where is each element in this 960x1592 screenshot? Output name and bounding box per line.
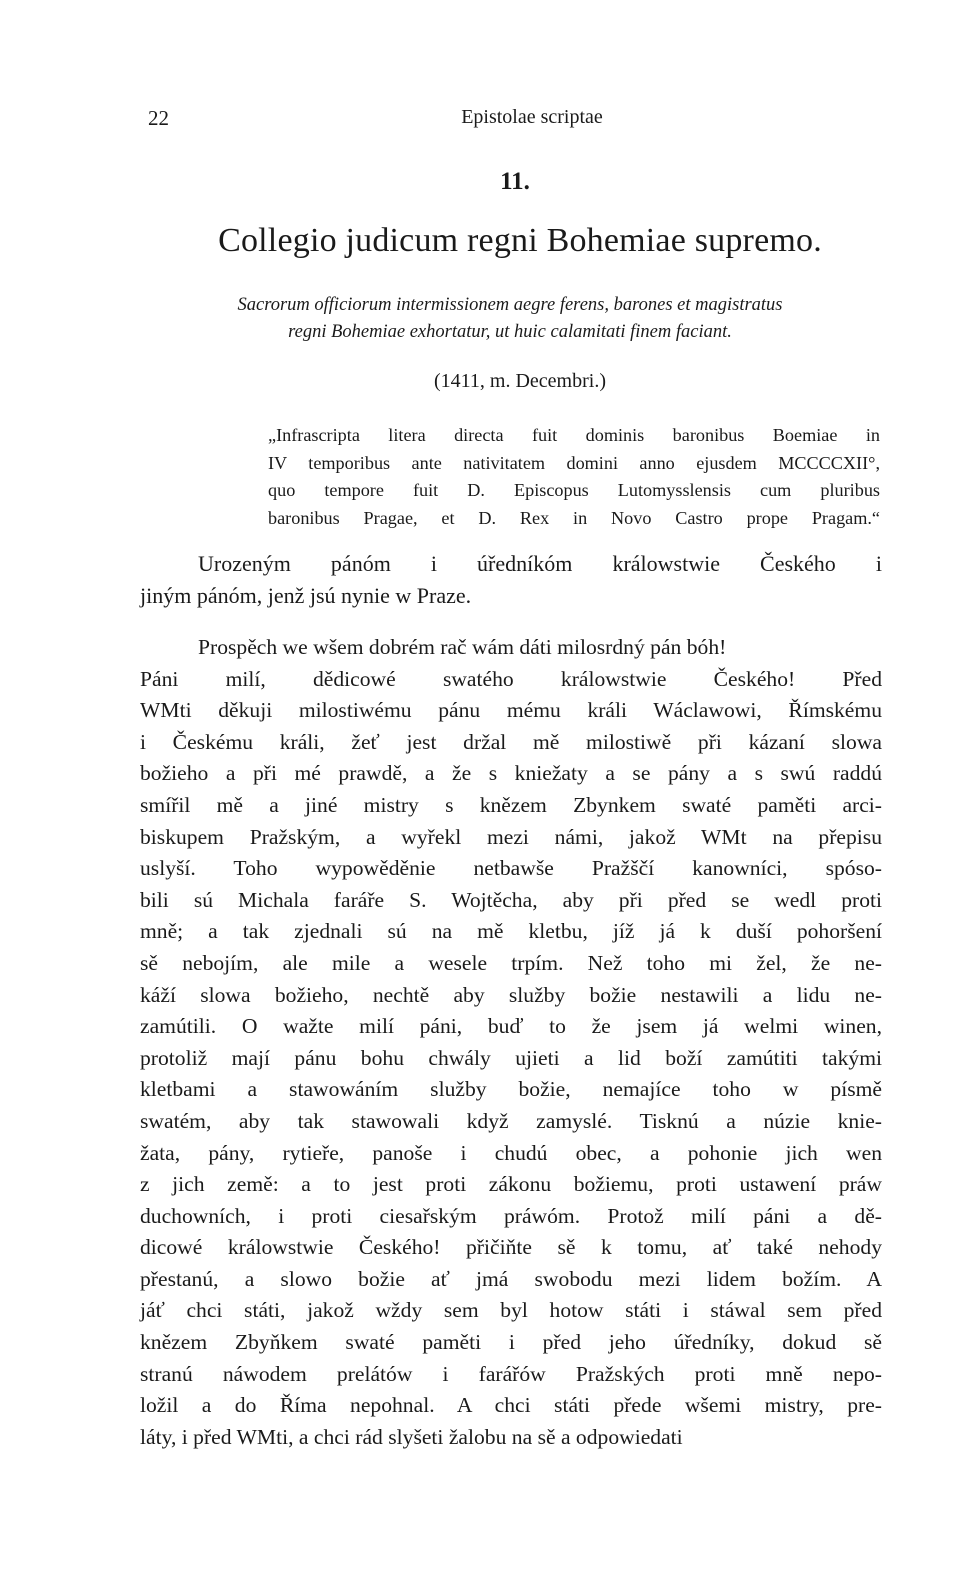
letter-date: (1411, m. Decembri.) <box>434 370 606 392</box>
body-line: protoliž mají pánu bohu chwály ujieti a lid boží zamútiti takými <box>140 1045 882 1070</box>
body-line: WMti děkuji milostiwému pánu mému králi Wáclawowi, Římskému <box>140 698 882 723</box>
note-line: baronibus Pragae, et D. Rex in Novo Castro prope Pragam.“ <box>268 507 880 528</box>
body-line: láty, i před WMti, a chci rád slyšeti žalobu na sě a odpowiedati <box>140 1424 683 1449</box>
body-line: ložil a do Říma nepohnal. A chci státi přede wšemi mistry, pre- <box>140 1393 882 1418</box>
note-line: „Infrascripta litera directa fuit dominis baronibus Boemiae in <box>268 425 880 445</box>
page-header <box>148 106 876 136</box>
body-line: stranú náwodem prelátów i farářów Pražských proti mně nepo- <box>140 1361 882 1386</box>
body-line: knězem Zbyňkem swaté paměti i před jeho úředníky, dokud sě <box>140 1330 882 1355</box>
body-line: Prospěch we wšem dobrém rač wám dáti milosrdný pán bóh! <box>198 635 727 659</box>
body-line: swatém, aby tak stawowali když zamyslé. Tisknú a núzie knie- <box>140 1108 882 1133</box>
summary-line: Sacrorum officiorum intermissionem aegre ferens, barones et magistratus <box>237 295 783 315</box>
body-line: i Českému králi, žeť jest držal mě milostiwě při kázaní slowa <box>140 729 882 754</box>
body-line: přestanú, a slowo božie ať jmá swobodu mezi lidem božím. A <box>140 1266 882 1291</box>
letter-summary <box>140 292 880 346</box>
salutation-line: jiným pánóm, jenž jsú nynie w Praze. <box>140 583 472 608</box>
body-line: jáť chci státi, jakož wždy sem byl hotow státi i stáwal sem před <box>140 1298 882 1323</box>
body-line: uslyší. Toho wypowěděnie netbawše Pražščí kanowníci, spóso- <box>140 856 882 881</box>
body-line: káží slowa božieho, nechtě aby služby božie nestawili a lidu ne- <box>140 982 882 1007</box>
body-line: Páni milí, dědicowé swatého králowstwie Českého! Před <box>140 666 882 691</box>
body-line: dicowé králowstwie Českého! přičiňte sě k tomu, ať také nehody <box>140 1235 882 1260</box>
body-line: mně; a tak zjednali sú na mě kletbu, jíž já k duší pohoršení <box>140 919 882 944</box>
body-line: zamútili. O wažte milí páni, buď to že jsem já welmi winen, <box>140 1014 882 1039</box>
note-line: quo tempore fuit D. Episcopus Lutomysslensis cum pluribus <box>268 480 880 500</box>
letter-number: 11. <box>500 168 530 195</box>
letter-title: Collegio judicum regni Bohemiae supremo. <box>218 222 822 259</box>
note-line: IV temporibus ante nativitatem domini anno ejusdem MCCCCXII°, <box>268 452 880 473</box>
body-line: bili sú Michala faráře S. Wojtěcha, aby při před se wedl proti <box>140 887 882 912</box>
body-line: kletbami a stawowáním služby božie, nemajíce toho w písmě <box>140 1077 882 1102</box>
summary-line: regni Bohemiae exhortatur, ut huic calamitati finem faciant. <box>288 322 732 342</box>
body-line: sě nebojím, ale mile a wesele trpím. Než toho mi žel, že ne- <box>140 950 882 975</box>
page-number: 22 <box>148 106 169 130</box>
letter-salutation <box>140 548 882 612</box>
body-line: biskupem Pražským, a wyřekl mezi námi, jakož WMt na přepisu <box>140 824 882 849</box>
body-line: duchowních, i proti ciesařským práwóm. Protož milí páni a dě- <box>140 1203 882 1228</box>
letter-body <box>140 632 882 1453</box>
body-line: božieho a při mé prawdě, a že s kniežaty a se pány a s swú raddú <box>140 761 882 786</box>
body-line: žata, pány, rytieře, panoše i chudú obec, a pohonie jich wen <box>140 1140 882 1165</box>
salutation-line: Urozeným pánóm i úředníkóm králowstwie Českého i <box>198 551 882 576</box>
body-line: smířil mě a jiné mistry s knězem Zbynkem swaté paměti arci- <box>140 792 882 817</box>
body-line: z jich země: a to jest proti zákonu božiemu, proti ustawení práw <box>140 1172 882 1197</box>
running-title: Epistolae scriptae <box>461 106 603 128</box>
editorial-note <box>268 422 880 532</box>
